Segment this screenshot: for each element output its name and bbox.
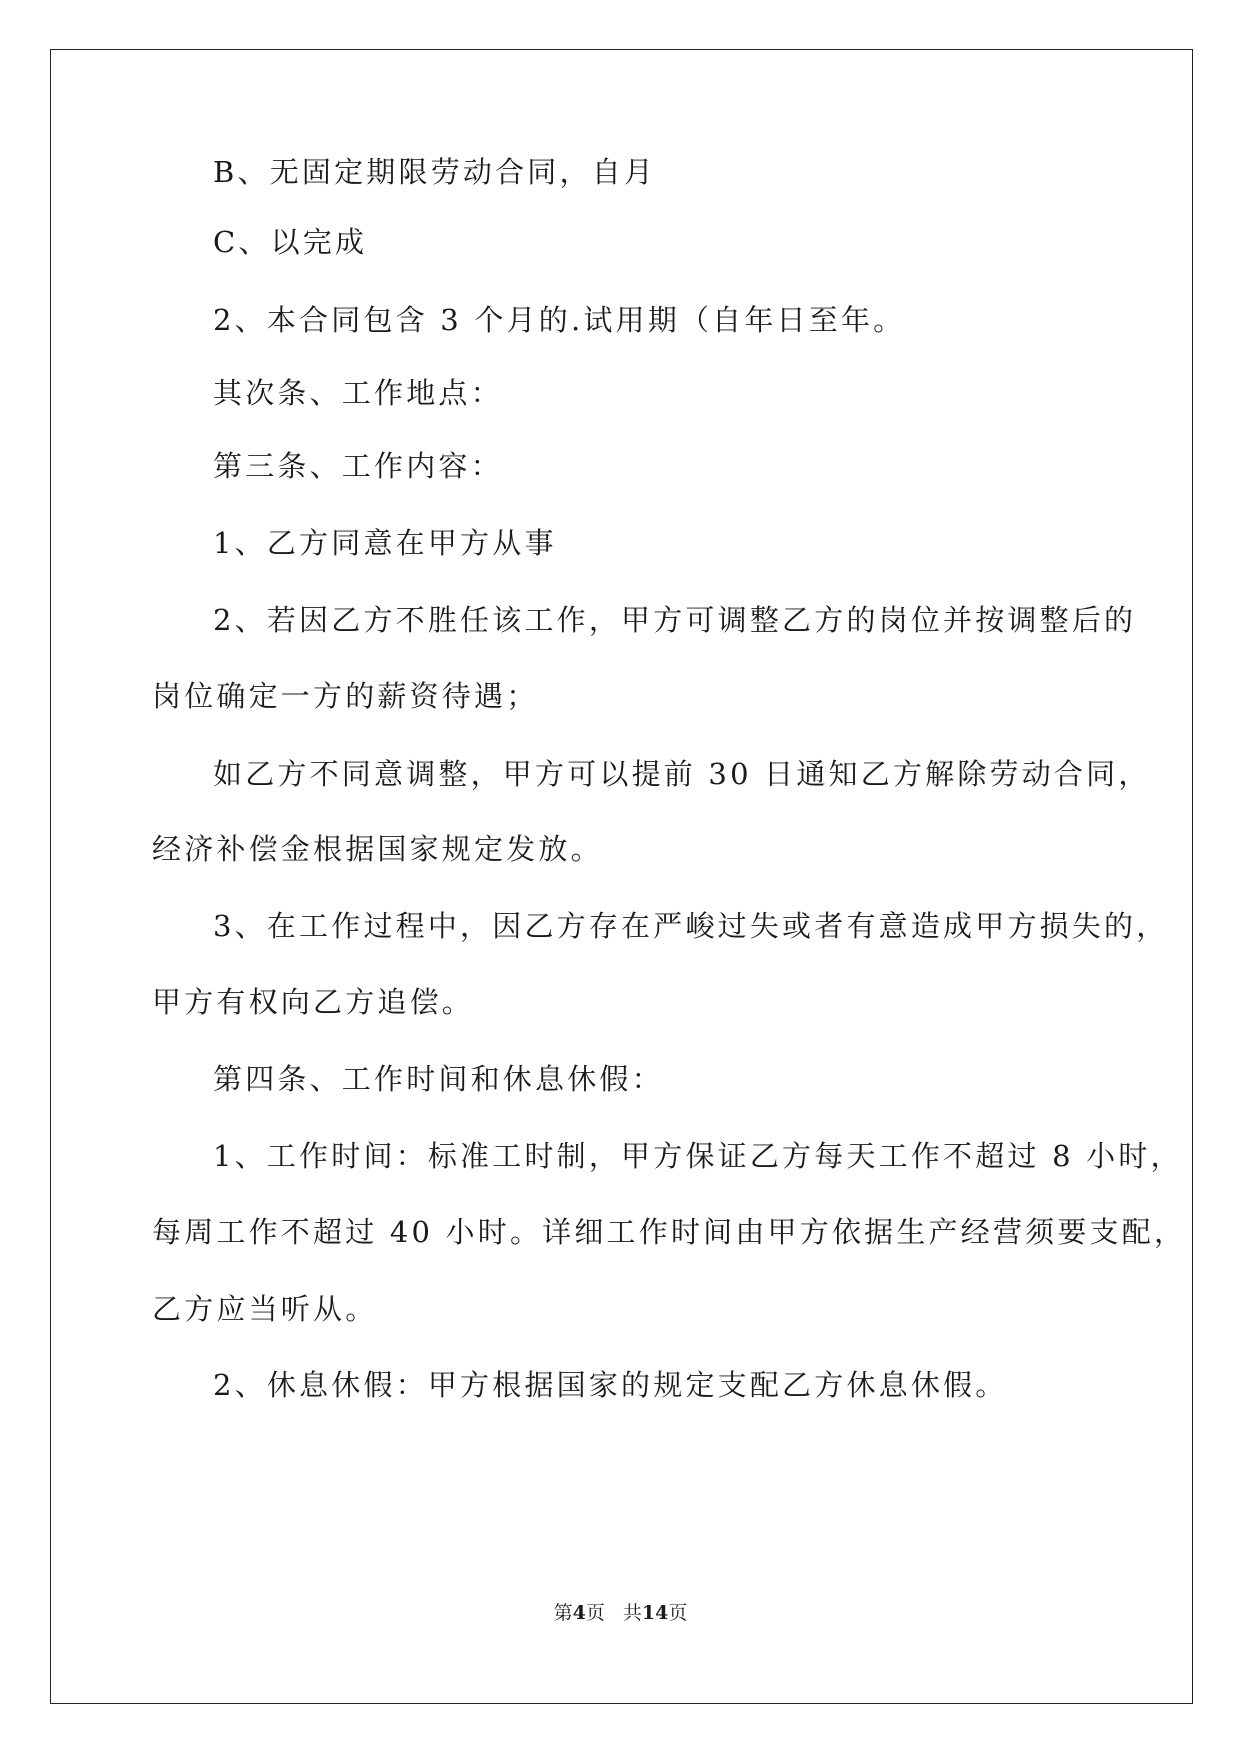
page-footer (0, 1600, 1241, 1626)
page-number-suffix: 页 (585, 1602, 605, 1624)
paragraph-line: B、无固定期限劳动合同，自月 (213, 155, 657, 189)
page-number-current: 4 (572, 1602, 586, 1624)
paragraph-line: 乙方应当听从。 (152, 1292, 378, 1326)
section-heading: 其次条、工作地点： (213, 376, 503, 410)
page-number-prefix: 第 (553, 1602, 573, 1624)
paragraph-line: 经济补偿金根据国家规定发放。 (152, 832, 603, 866)
paragraph-line: 1、乙方同意在甲方从事 (213, 526, 557, 560)
page-border (50, 49, 1193, 1704)
paragraph-line: 2、休息休假：甲方根据国家的规定支配乙方休息休假。 (213, 1368, 1008, 1402)
page-total: 14 (641, 1602, 669, 1624)
section-heading: 第四条、工作时间和休息休假： (213, 1062, 664, 1096)
paragraph-line: 2、本合同包含 3 个月的.试用期（自年日至年。 (213, 303, 906, 337)
page-total-prefix: 共 (622, 1602, 642, 1624)
paragraph-line: 3、在工作过程中，因乙方存在严峻过失或者有意造成甲方损失的， (213, 909, 1169, 943)
paragraph-line: 岗位确定一方的薪资待遇； (152, 679, 539, 713)
paragraph-line: C、以完成 (213, 225, 368, 259)
paragraph-line: 1、工作时间：标准工时制，甲方保证乙方每天工作不超过 8 小时， (213, 1139, 1183, 1173)
paragraph-line: 如乙方不同意调整，甲方可以提前 30 日通知乙方解除劳动合同， (213, 757, 1151, 791)
paragraph-line: 2、若因乙方不胜任该工作，甲方可调整乙方的岗位并按调整后的 (213, 603, 1137, 637)
section-heading: 第三条、工作内容： (213, 449, 503, 483)
paragraph-line: 甲方有权向乙方追偿。 (152, 985, 475, 1019)
page-total-suffix: 页 (668, 1602, 688, 1624)
paragraph-line: 每周工作不超过 40 小时。详细工作时间由甲方依据生产经营须要支配， (152, 1215, 1187, 1249)
